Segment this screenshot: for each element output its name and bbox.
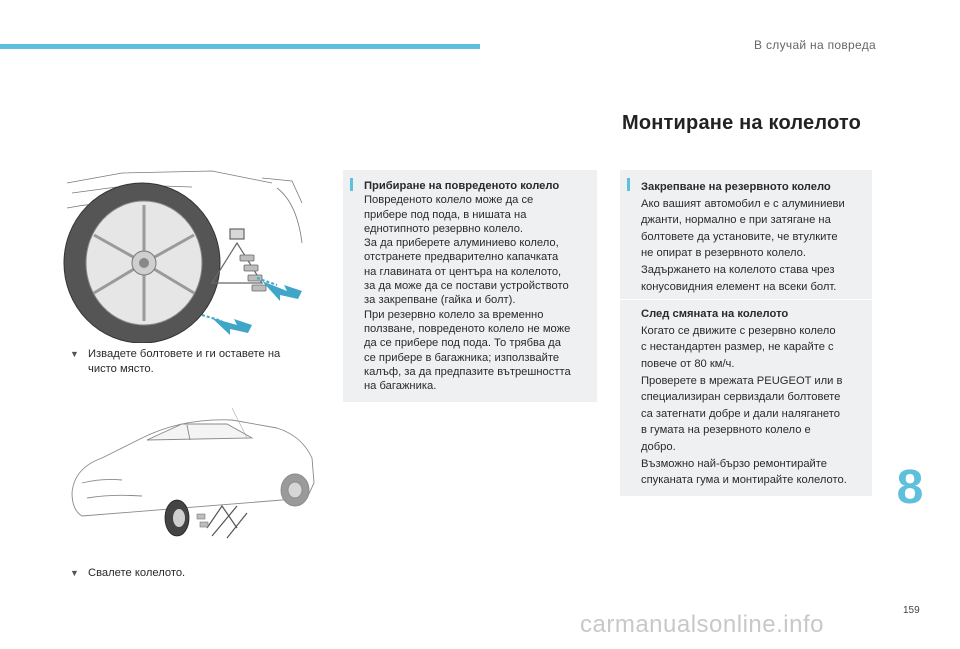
- page-number: 159: [903, 605, 920, 616]
- bullet-arrow-icon: ▼: [70, 349, 79, 359]
- info-box-divider: [620, 299, 872, 300]
- info-box-heading: Прибиране на повреденото колело: [364, 180, 560, 192]
- section-title: Монтиране на колелото: [622, 112, 862, 134]
- step-remove-bolts: ▼ Извадете болтовете и ги оставете на чисто място.: [70, 348, 281, 375]
- info-marker: [627, 178, 630, 191]
- info-box-spare-wheel: Закрепване на резервното колело Ако вашият автомобил е с алуминиеви джанти, нормално е при затягане на болтовете да установите, че втулките не опират в резервното колело. Задържането на колелото става чрез конусовидния елемент на всеки болт. След смяната на колелото Когато се движите с резервно колело с нестандартен размер, не карайте с повече от 80 км/ч. Проверете в мрежата PEUGEOT или в специализиран сервиздали болтовете са затегнати добре и дали налягането в гумата на резервното колело е добро. Възможно най-бързо ремонтирайте спуканата гума и монтирайте колелото.: [620, 170, 872, 496]
- wheel-bolts-illustration: [62, 163, 312, 343]
- header-accent-bar: [0, 44, 480, 49]
- info-marker: [350, 178, 353, 191]
- bullet-arrow-icon: ▼: [70, 568, 79, 578]
- info-box-damaged-wheel: Прибиране на повреденото колело Повреденото колело може да се прибере под пода, в нишата на еднотипното резервно колело. За да приберете алуминиево колело, отстранете предварително капачката на главината от центъра на колелото, за да може да се постави устройството за закрепване (гайка и болт). При резервно колело за временно ползване, повреденото колело не може да се прибере под пода. То трябва да се прибере в багажника; използвайте калъф, за да предпазите вътрешността на багажника.: [343, 170, 597, 402]
- info-box-heading: Закрепване на резервното колело: [641, 181, 831, 193]
- car-on-jack-illustration: [62, 398, 324, 548]
- running-header: В случай на повреда: [754, 38, 876, 52]
- watermark: carmanualsonline.info: [580, 611, 824, 638]
- chapter-number: 8: [896, 461, 924, 514]
- info-box-subheading: След смяната на колелото: [641, 308, 789, 321]
- step-remove-wheel: ▼ Свалете колелото.: [70, 567, 186, 579]
